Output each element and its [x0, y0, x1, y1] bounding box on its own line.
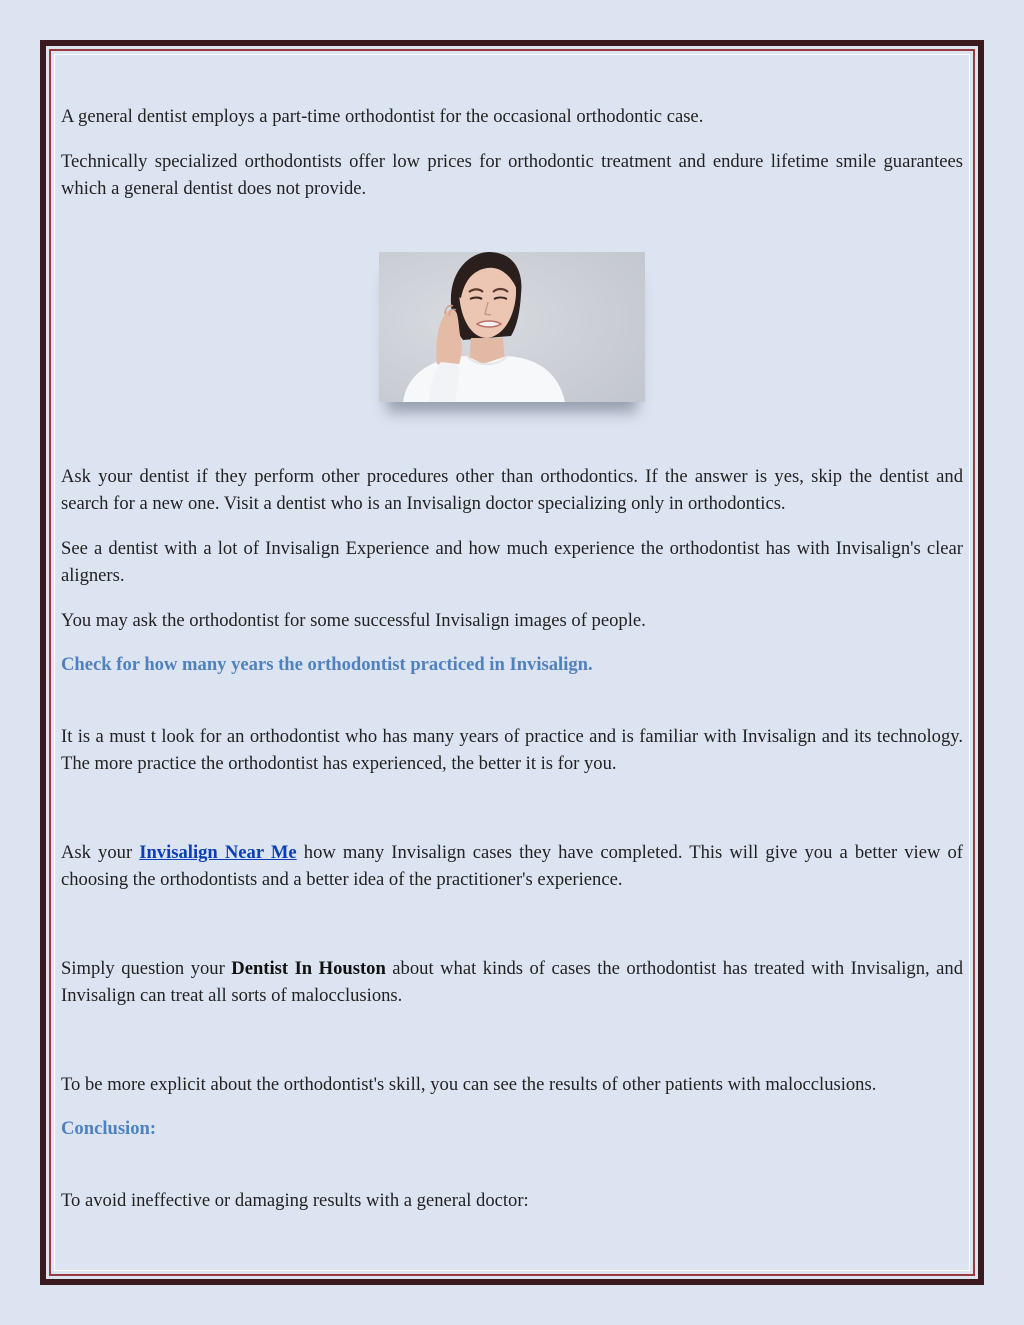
paragraph-invisalign-cases	[61, 839, 963, 894]
dentist-in-houston-emphasis: Dentist In Houston	[231, 957, 386, 979]
document-body	[61, 103, 963, 1214]
paragraph-text-start: Simply question your	[61, 957, 232, 979]
paragraph-text-start: Ask your	[61, 841, 140, 863]
paragraph-dentist-houston	[61, 955, 963, 1010]
woman-with-toothache-photo	[379, 252, 645, 402]
paragraph-specialized-orthodontists: Technically specialized orthodontists offer low prices for orthodontic treatment and endure lifetime smile guarantees which a general dentist does not provide.	[61, 150, 963, 199]
paragraph-intro: A general dentist employs a part-time orthodontist for the occasional orthodontic case.	[61, 106, 704, 127]
paragraph-years-of-practice: It is a must t look for an orthodontist who has many years of practice and is familiar with Invisalign and its technology. The more practice the orthodontist has experienced, the better it is for you.	[61, 725, 963, 774]
paragraph-text-end: about what kinds of cases the orthodontist has treated with Invisalign, and Invisalign can treat all sorts of malocclusions.	[61, 957, 963, 1006]
paragraph-ask-dentist: Ask your dentist if they perform other procedures other than orthodontics. If the answer is yes, skip the dentist and search for a new one. Visit a dentist who is an Invisalign doctor specializing only in orthodontics.	[61, 465, 963, 514]
heading-conclusion: Conclusion:	[61, 1118, 157, 1139]
invisalign-near-me-link[interactable]: Invisalign Near Me	[139, 841, 297, 863]
heading-years-practiced: Check for how many years the orthodontist practiced in Invisalign.	[61, 654, 593, 675]
paragraph-invisalign-experience: See a dentist with a lot of Invisalign Experience and how much experience the orthodontist has with Invisalign's clear aligners.	[61, 537, 963, 586]
paragraph-explicit-skill: To be more explicit about the orthodontist's skill, you can see the results of other patients with malocclusions.	[61, 1073, 877, 1095]
toothache-photo-frame	[379, 252, 645, 402]
paragraph-avoid-results: To avoid ineffective or damaging results with a general doctor:	[61, 1189, 529, 1211]
paragraph-ask-images: You may ask the orthodontist for some successful Invisalign images of people.	[61, 609, 646, 631]
paragraph-text-end: how many Invisalign cases they have completed. This will give you a better view of choosing the orthodontists and a better idea of the practitioner's experience.	[61, 841, 963, 890]
